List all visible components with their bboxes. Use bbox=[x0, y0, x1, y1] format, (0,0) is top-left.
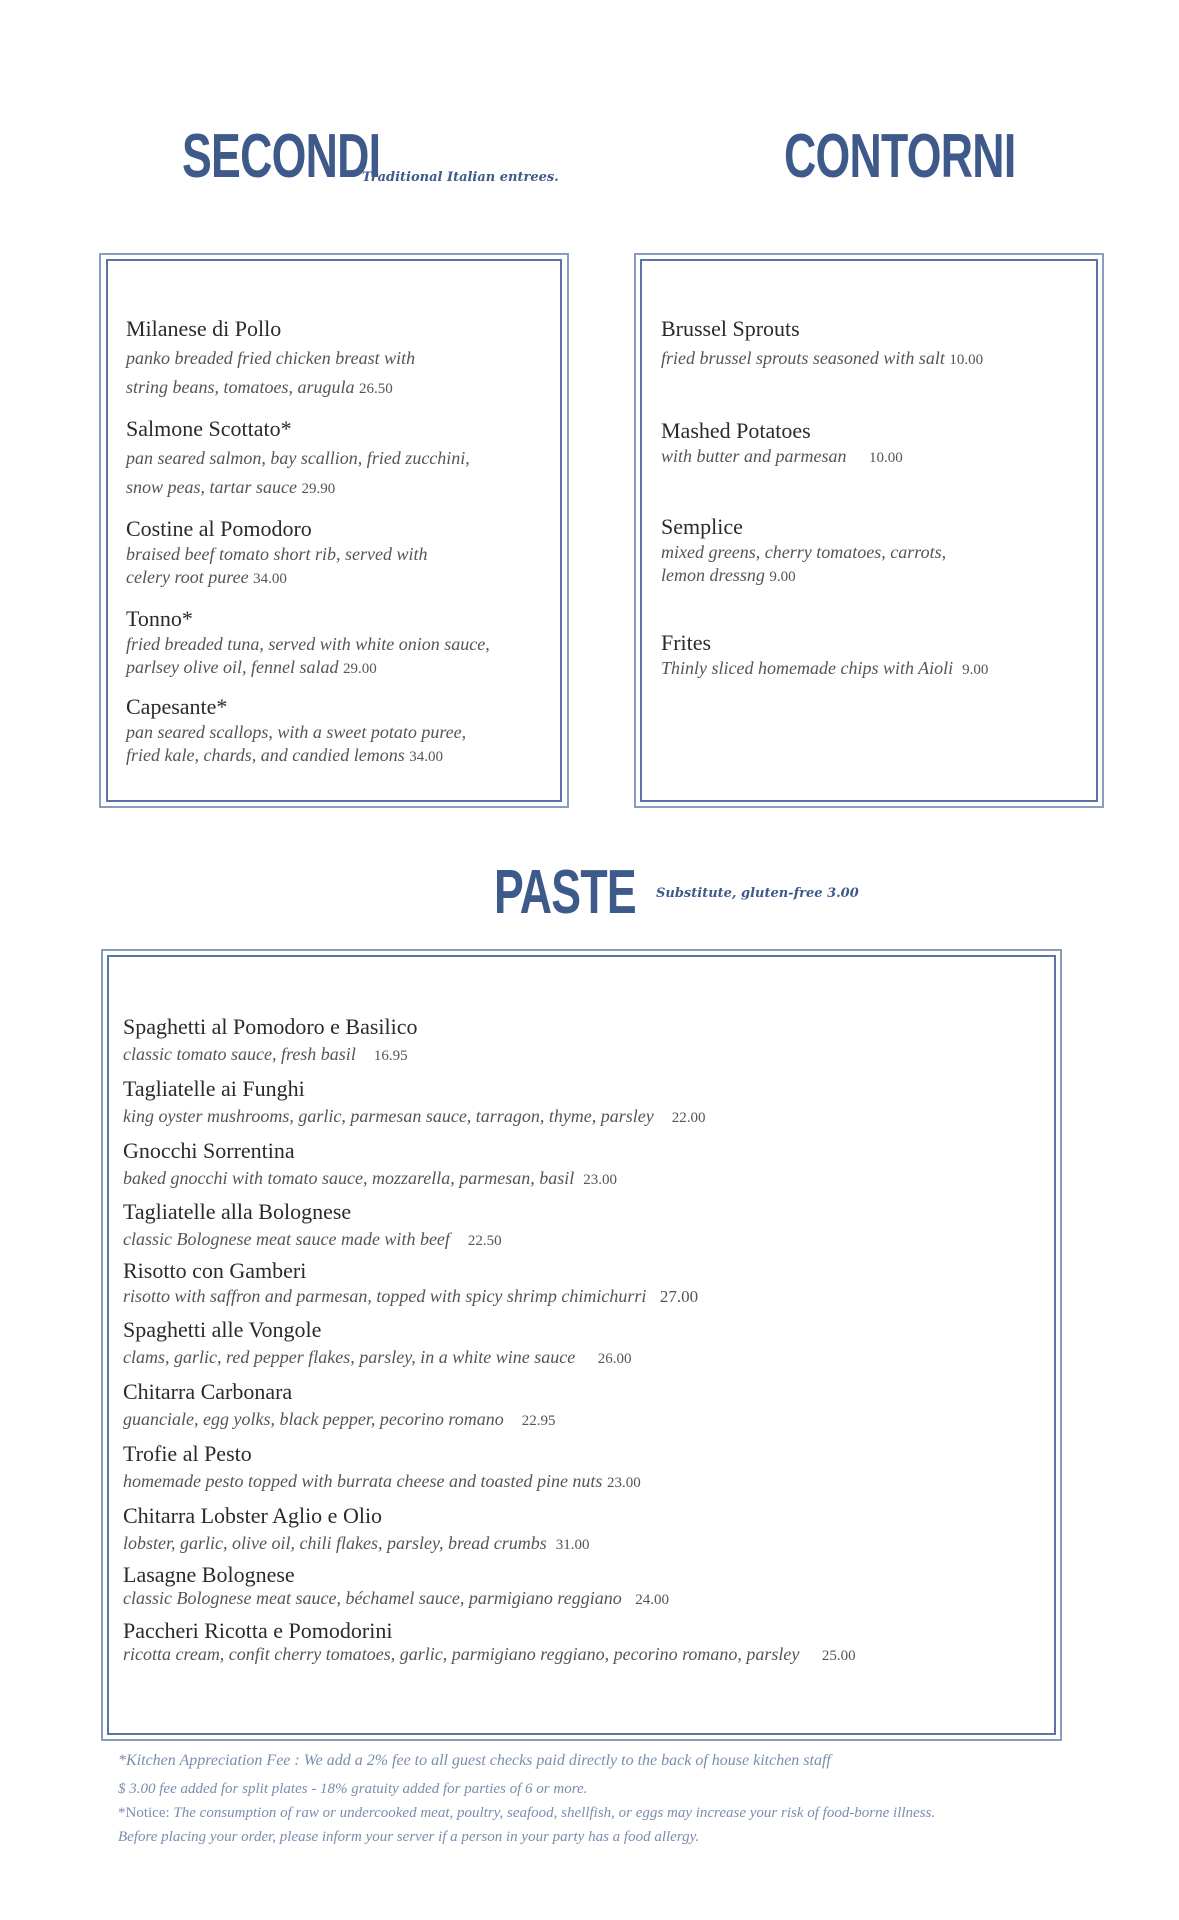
item-price: 23.00 bbox=[583, 1172, 618, 1188]
item-price: 29.90 bbox=[301, 481, 336, 497]
item-price: 16.95 bbox=[373, 1048, 408, 1064]
item-name: Milanese di Pollo bbox=[126, 316, 282, 341]
item-price: 24.00 bbox=[635, 1592, 669, 1608]
item-description: pan seared scallops, with a sweet potato puree, bbox=[126, 722, 467, 742]
secondi-heading: SECONDI bbox=[182, 122, 381, 191]
item-description: Thinly sliced homemade chips with Aioli bbox=[661, 658, 954, 678]
notice-note bbox=[118, 1805, 935, 1822]
item-name: Spaghetti alle Vongole bbox=[123, 1317, 322, 1342]
menu-item bbox=[123, 1258, 698, 1307]
item-name: Tagliatelle ai Funghi bbox=[123, 1076, 305, 1101]
item-price: 34.00 bbox=[409, 749, 444, 765]
item-description: with butter and parmesan bbox=[661, 446, 847, 466]
item-description: lemon dressng bbox=[661, 565, 765, 585]
item-price: 31.00 bbox=[555, 1537, 590, 1553]
split-fee-note: $ 3.00 fee added for split plates - 18% gratuity added for parties of 6 or more. bbox=[118, 1781, 588, 1797]
item-price: 29.00 bbox=[342, 661, 377, 677]
item-name: Salmone Scottato* bbox=[126, 416, 292, 441]
item-price: 23.00 bbox=[606, 1475, 641, 1491]
item-description: fried kale, chards, and candied lemons bbox=[126, 745, 405, 765]
menu-item bbox=[123, 1618, 856, 1665]
item-description: ricotta cream, confit cherry tomatoes, garlic, parmigiano reggiano, pecorino romano, parsley bbox=[123, 1644, 800, 1664]
item-description: classic Bolognese meat sauce, béchamel sauce, parmigiano reggiano bbox=[123, 1588, 622, 1608]
allergy-note: Before placing your order, please inform your server if a person in your party has a food allergy. bbox=[118, 1829, 700, 1845]
item-price: 9.00 bbox=[962, 662, 989, 678]
paste-heading: PASTE bbox=[494, 858, 636, 927]
menu-item bbox=[123, 1562, 669, 1609]
item-description: fried breaded tuna, served with white onion sauce, bbox=[126, 634, 490, 654]
menu-item bbox=[126, 416, 470, 498]
item-name: Capesante* bbox=[126, 694, 228, 719]
item-description: risotto with saffron and parmesan, topped with spicy shrimp chimichurri bbox=[123, 1286, 647, 1306]
kitchen-fee-note: *Kitchen Appreciation Fee : We add a 2% fee to all guest checks paid directly to the back of house kitchen staff bbox=[118, 1752, 831, 1769]
item-name: Frites bbox=[661, 630, 712, 655]
item-name: Risotto con Gamberi bbox=[123, 1258, 307, 1283]
item-name: Tonno* bbox=[126, 606, 193, 631]
item-price: 26.00 bbox=[597, 1351, 632, 1367]
item-price: 34.00 bbox=[253, 571, 287, 587]
menu-item bbox=[661, 630, 988, 679]
menu-item bbox=[126, 694, 466, 766]
item-description: celery root puree bbox=[126, 567, 249, 587]
item-description: classic Bolognese meat sauce made with beef bbox=[123, 1229, 450, 1249]
menu-item bbox=[661, 418, 903, 467]
item-name: Trofie al Pesto bbox=[123, 1441, 252, 1466]
item-description: snow peas, tartar sauce bbox=[126, 477, 297, 497]
item-price: 22.50 bbox=[467, 1233, 502, 1249]
item-name: Paccheri Ricotta e Pomodorini bbox=[123, 1618, 393, 1643]
menu-item bbox=[126, 606, 490, 678]
item-name: Costine al Pomodoro bbox=[126, 516, 312, 541]
secondi-subtitle: Traditional Italian entrees. bbox=[362, 170, 559, 185]
menu-item bbox=[123, 1503, 590, 1554]
menu-item bbox=[126, 316, 415, 398]
item-description: clams, garlic, red pepper flakes, parsley, in a white wine sauce bbox=[123, 1347, 576, 1367]
menu-item bbox=[126, 516, 427, 588]
item-name: Chitarra Carbonara bbox=[123, 1379, 293, 1404]
menu-item bbox=[123, 1379, 556, 1430]
menu-item bbox=[123, 1138, 617, 1189]
item-price: 10.00 bbox=[869, 450, 903, 466]
menu-item bbox=[123, 1317, 632, 1368]
menu-item bbox=[123, 1014, 418, 1065]
menu-item bbox=[661, 316, 983, 369]
item-description: guanciale, egg yolks, black pepper, pecorino romano bbox=[123, 1409, 504, 1429]
item-description: classic tomato sauce, fresh basil bbox=[123, 1044, 356, 1064]
item-description: king oyster mushrooms, garlic, parmesan sauce, tarragon, thyme, parsley bbox=[123, 1106, 654, 1126]
item-price: 10.00 bbox=[949, 352, 984, 368]
item-description: pan seared salmon, bay scallion, fried zucchini, bbox=[126, 448, 470, 468]
item-name: Gnocchi Sorrentina bbox=[123, 1138, 295, 1163]
contorni-heading: CONTORNI bbox=[784, 122, 1016, 191]
item-price: 26.50 bbox=[359, 381, 393, 397]
item-name: Chitarra Lobster Aglio e Olio bbox=[123, 1503, 383, 1528]
item-description: panko breaded fried chicken breast with bbox=[126, 348, 416, 368]
item-name: Spaghetti al Pomodoro e Basilico bbox=[123, 1014, 418, 1039]
item-price: 22.00 bbox=[671, 1110, 706, 1126]
notice-text: The consumption of raw or undercooked meat, poultry, seafood, shellfish, or eggs may increase your risk of food-borne illness. bbox=[169, 1805, 936, 1821]
item-name: Semplice bbox=[661, 514, 743, 539]
item-price: 25.00 bbox=[821, 1648, 856, 1664]
item-description: mixed greens, cherry tomatoes, carrots, bbox=[661, 542, 947, 562]
item-description: fried brussel sprouts seasoned with salt bbox=[661, 348, 945, 368]
item-description: parlsey olive oil, fennel salad bbox=[126, 657, 339, 677]
item-description: string beans, tomatoes, arugula bbox=[126, 377, 355, 397]
item-name: Brussel Sprouts bbox=[661, 316, 800, 341]
item-name: Tagliatelle alla Bolognese bbox=[123, 1199, 352, 1224]
menu-item bbox=[123, 1441, 641, 1492]
menu-item bbox=[123, 1076, 706, 1127]
item-description: baked gnocchi with tomato sauce, mozzarella, parmesan, basil bbox=[123, 1168, 575, 1188]
item-name: Lasagne Bolognese bbox=[123, 1562, 295, 1587]
paste-subtitle: Substitute, gluten-free 3.00 bbox=[656, 886, 859, 901]
item-description: lobster, garlic, olive oil, chili flakes, parsley, bread crumbs bbox=[123, 1533, 547, 1553]
item-description: braised beef tomato short rib, served with bbox=[126, 544, 428, 564]
item-price: 27.00 bbox=[659, 1287, 699, 1306]
item-description: homemade pesto topped with burrata cheese and toasted pine nuts bbox=[123, 1471, 603, 1491]
menu-item bbox=[661, 514, 946, 586]
item-price: 9.00 bbox=[769, 569, 796, 585]
item-name: Mashed Potatoes bbox=[661, 418, 811, 443]
notice-label: *Notice: bbox=[118, 1805, 170, 1821]
item-price: 22.95 bbox=[521, 1413, 556, 1429]
menu-item bbox=[123, 1199, 502, 1250]
